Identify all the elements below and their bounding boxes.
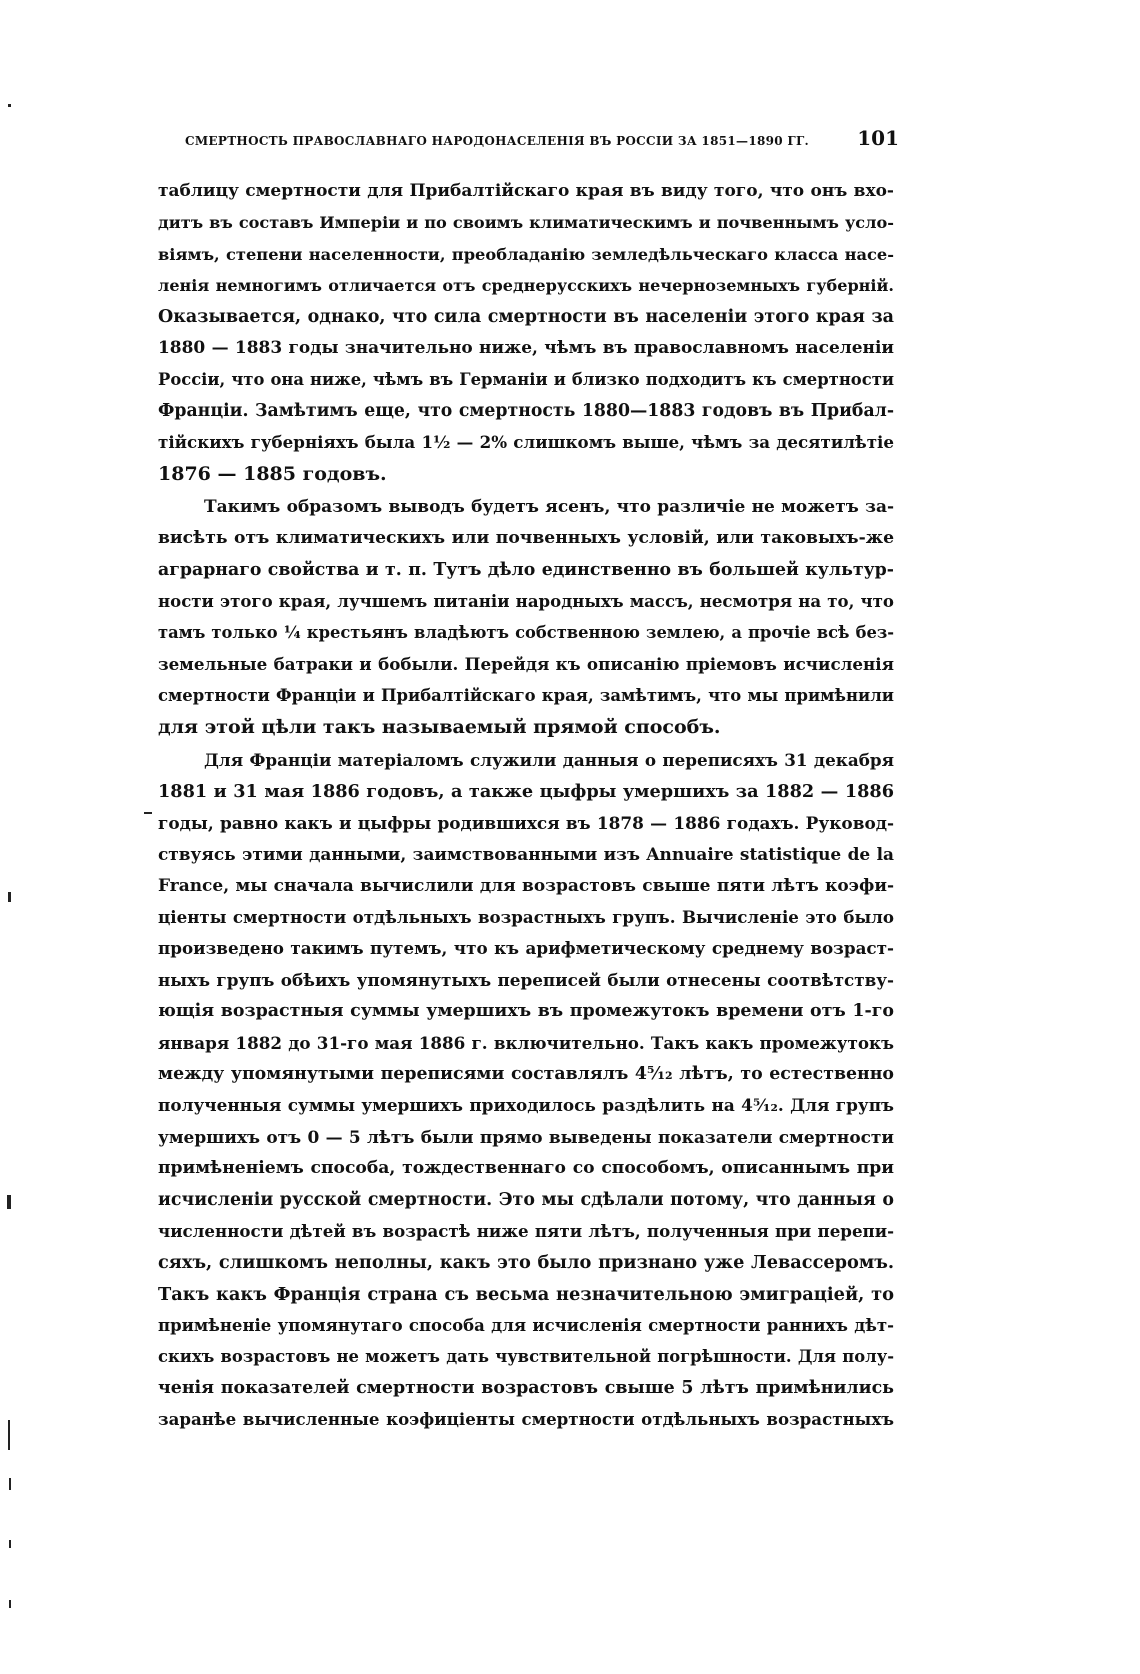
scan-mark: [7, 1195, 11, 1209]
scan-mark: [8, 104, 11, 107]
text-line: дитъ въ составъ Имперіи и по своимъ климатическимъ и почвеннымъ усло-: [158, 213, 894, 233]
text-line: таблицу смертности для Прибалтійскаго края въ виду того, что онъ вхо-: [158, 181, 894, 201]
text-line: смертности Франціи и Прибалтійскаго края, замѣтимъ, что мы примѣнили: [158, 686, 894, 706]
text-line: Франціи. Замѣтимъ еще, что смертность 1880—1883 годовъ въ Прибал-: [158, 400, 894, 421]
text-line: Россіи, что она ниже, чѣмъ въ Германіи и близко подходитъ къ смертности: [158, 370, 894, 390]
text-line: годы, равно какъ и цыфры родившихся въ 1878 — 1886 годахъ. Руковод-: [158, 812, 894, 833]
text-line: віямъ, степени населенности, преобладанію земледѣльческаго класса насе-: [158, 244, 894, 264]
text-line: примѣненіе упомянутаго способа для исчисленія смертности раннихъ дѣт-: [158, 1315, 894, 1336]
text-line: ленія немногимъ отличается отъ среднерусскихъ нечерноземныхъ губерній.: [158, 276, 894, 296]
text-line: аграрнаго свойства и т. п. Тутъ дѣло единственно въ большей культур-: [158, 559, 894, 580]
paragraph-2: [158, 492, 894, 743]
text-line: ствуясь этими данными, заимствованными изъ Annuaire statistique de la: [158, 844, 894, 865]
text-line: земельные батраки и бобыли. Перейдя къ описанію пріемовъ исчисленія: [158, 653, 894, 674]
text-line: исчисленіи русской смертности. Это мы сдѣлали потому, что данныя о: [158, 1189, 894, 1210]
text-line: умершихъ отъ 0 — 5 лѣтъ были прямо выведены показатели смертности: [158, 1126, 894, 1147]
text-line: ности этого края, лучшемъ питаніи народныхъ массъ, несмотря на то, что: [158, 591, 894, 612]
text-line: ныхъ групъ обѣихъ упомянутыхъ переписей были отнесены соотвѣтству-: [158, 969, 894, 990]
text-line: висѣть отъ климатическихъ или почвенныхъ условій, или таковыхъ-же: [158, 528, 894, 549]
text-line: ціенты смертности отдѣльныхъ возрастныхъ групъ. Вычисленіе это было: [158, 906, 894, 927]
text-line: января 1882 до 31-го мая 1886 г. включительно. Такъ какъ промежутокъ: [158, 1032, 894, 1053]
text-line: Оказывается, однако, что сила смертности въ населеніи этого края за: [158, 306, 894, 327]
scan-mark: [9, 1540, 11, 1548]
scan-mark: [144, 812, 152, 814]
text-line: заранѣе вычисленные коэфиціенты смертности отдѣльныхъ возрастныхъ: [158, 1409, 894, 1430]
text-line: скихъ возрастовъ не можетъ дать чувствительной погрѣшности. Для полу-: [158, 1347, 894, 1367]
text-line: произведено такимъ путемъ, что къ арифметическому среднему возраст-: [158, 938, 894, 959]
text-line: 1881 и 31 мая 1886 годовъ, а также цыфры умершихъ за 1882 — 1886: [158, 781, 894, 803]
paragraph-1: [158, 176, 894, 490]
scan-mark: [9, 1478, 11, 1490]
text-line: 1880 — 1883 годы значительно ниже, чѣмъ въ православномъ населеніи: [158, 337, 894, 358]
page-number: 101: [857, 126, 899, 150]
text-line: 1876 — 1885 годовъ.: [158, 462, 387, 485]
text-line: численности дѣтей въ возрастѣ ниже пяти лѣтъ, полученныя при перепи-: [158, 1220, 894, 1241]
scan-mark: [8, 1420, 10, 1450]
text-line: тійскихъ губерніяхъ была 1½ — 2% слишкомъ выше, чѣмъ за десятилѣтіе: [158, 432, 894, 453]
text-line: между упомянутыми переписями составлялъ 4⁵⁄₁₂ лѣтъ, то естественно: [158, 1063, 894, 1084]
text-line: Такимъ образомъ выводъ будетъ ясенъ, что различіе не можетъ за-: [204, 496, 894, 517]
text-line: Для Франціи матеріаломъ служили данныя о переписяхъ 31 декабря: [204, 750, 894, 771]
scan-mark: [9, 1600, 11, 1608]
running-title: СМЕРТНОСТЬ ПРАВОСЛАВНАГО НАРОДОНАСЕЛЕНІЯ ВЪ РОССІИ ЗА 1851—1890 ГГ.: [185, 134, 810, 148]
scan-mark: [8, 892, 11, 902]
body-text: [158, 176, 894, 1436]
text-line: тамъ только ¼ крестьянъ владѣютъ собственною землею, а прочіе всѣ без-: [158, 623, 894, 643]
running-head: [185, 126, 899, 150]
text-line: ющія возрастныя суммы умершихъ въ промежутокъ времени отъ 1-го: [158, 1001, 894, 1022]
text-line: Такъ какъ Франція страна съ весьма незначительною эмиграціей, то: [158, 1283, 894, 1305]
text-line: для этой цѣли такъ называемый прямой способъ.: [158, 715, 721, 738]
text-line: примѣненіемъ способа, тождественнаго со способомъ, описаннымъ при: [158, 1158, 894, 1179]
text-line: France, мы сначала вычислили для возрастовъ свыше пяти лѣтъ коэфи-: [158, 875, 894, 896]
text-line: полученныя суммы умершихъ приходилось раздѣлить на 4⁵⁄₁₂. Для групъ: [158, 1095, 894, 1116]
paragraph-3: [158, 745, 894, 1436]
text-line: ченія показателей смертности возрастовъ свыше 5 лѣтъ примѣнились: [158, 1377, 894, 1398]
text-line: сяхъ, слишкомъ неполны, какъ это было признано уже Левассеромъ.: [158, 1252, 894, 1274]
